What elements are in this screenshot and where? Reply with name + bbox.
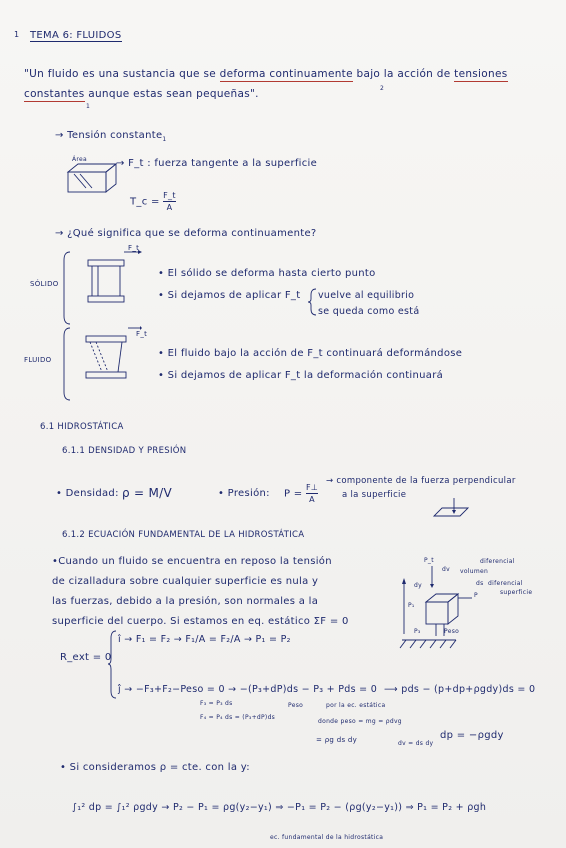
paragraph-line-4: superficie del cuerpo. Si estamos en eq. estático ΣF = 0 [52,616,349,627]
solid-line-2: • Si dejamos de aplicar F_t [158,290,301,301]
equilibrium-dp: dp = −ρgdy [440,730,504,741]
definition-text: bajo la acción de [352,68,455,80]
tension-formula [130,190,176,213]
paragraph-line-3: las fuerzas, debido a la presión, son normales a la [52,596,319,607]
integral-line: ∫₁² dp = ∫₁² ρgdy → P₂ − P₁ = ρg(y₂−y₁) ⇒ −P₁ = P₂ − (ρg(y₂−y₁)) ⇒ P₁ = P₂ + ρgh [72,802,487,813]
solid-label: SÓLIDO [30,280,59,288]
question-heading: → ¿Qué significa que se deforma continuamente? [55,228,317,239]
fluid-drawing [62,326,142,406]
diagram-pt: P_t [424,557,434,564]
density-label: • Densidad: [56,488,119,499]
density-formula: ρ = M/V [122,486,173,500]
definition-line-1 [24,68,508,80]
solid-brace-a: vuelve al equilibrio [318,290,415,301]
equilibrium-brace [108,630,118,700]
pressure-surface-drawing [432,496,472,522]
fluid-force: F_t [136,330,148,338]
final-note: ec. fundamental de la hidrostática [270,834,384,841]
diagram-dv: dv [442,566,450,573]
definition-text: aunque estas sean pequeñas". [84,88,259,100]
fluid-label: FLUIDO [24,356,52,364]
definition-highlight: constantes [24,88,85,100]
rho-constant-line: • Si consideramos ρ = cte. con la y: [60,762,250,773]
fluid-line-2: • Si dejamos de aplicar F_t la deformación continuará [158,370,444,381]
definition-highlight: deforma continuamente [219,68,353,80]
diagram-ds-label: ds [476,580,484,587]
tension-mark: 1 [162,136,167,143]
formula-numerator: F_t [163,191,176,200]
diagram-p-label: P [474,592,478,599]
equilibrium-sub-2: F₄ = P₄ ds = (P₃+dP)ds [200,714,276,721]
solid-brace [308,288,318,316]
page-number: 1 [14,30,20,39]
paragraph-line-1: •Cuando un fluido se encuentra en reposo la tensión [52,556,332,567]
area-label: Área [72,156,88,163]
solid-drawing [62,250,142,330]
footnote-mark: 1 [86,103,91,110]
tension-heading [55,130,167,143]
equilibrium-j: ĵ → −F₃+F₂−Peso = 0 → −(P₃+dP)ds − P₃ + Pds = 0 [118,684,378,695]
formula-lhs: T_c = [130,196,160,208]
pressure-note-1: → componente de la fuerza perpendicular [326,476,516,486]
pressure-note-2: a la superficie [342,490,407,500]
pressure-numerator: F⊥ [305,483,319,492]
equilibrium-note-2: donde peso = mg = ρdvg [318,718,402,725]
solid-line-1: • El sólido se deforma hasta cierto punto [158,268,376,279]
equilibrium-dv: dv = ds dy [398,740,434,747]
equilibrium-note-1: por la ec. estática [326,702,386,709]
diagram-diff-label: diferencial [480,558,515,565]
equilibrium-lhs: R_ext = 0 [60,652,112,663]
diagram-dy: dy [414,582,422,589]
diagram-sup-label: superficie [500,589,533,596]
page-title: TEMA 6: FLUIDOS [30,30,122,41]
definition-line-2 [24,88,259,100]
diagram-diff-sup: diferencial [488,580,523,587]
pressure-label: • Presión: [218,488,270,499]
section-6-1: 6.1 HIDROSTÁTICA [40,422,124,432]
definition-highlight: tensiones [454,68,508,80]
definition-text: "Un fluido es una sustancia que se [24,68,220,80]
pressure-denominator: A [309,495,315,504]
equilibrium-sub-1: F₃ = P₃ ds [200,700,233,707]
section-6-1-1: 6.1.1 DENSIDAD Y PRESIÓN [62,446,187,456]
tension-heading-text: → Tensión constante [55,130,163,141]
diagram-p1: P₁ [408,602,415,609]
equilibrium-result: ⟶ pds − (p+dp+ρgdy)ds = 0 [384,684,536,695]
equilibrium-i: î → F₁ = F₂ → F₁/A = F₂/A → P₁ = P₂ [118,634,291,645]
diagram-peso: Peso [444,628,460,635]
tangent-force-text: → F_t : fuerza tangente a la superficie [116,158,318,169]
formula-denominator: A [166,203,173,212]
paragraph-line-2: de cizalladura sobre cualquier superficie es nula y [52,576,319,587]
diagram-vol-label: volumen [460,568,489,575]
fluid-line-1: • El fluido bajo la acción de F_t continuará deformándose [158,348,463,359]
footnote-mark: 2 [380,85,385,92]
diagram-p3: P₃ [414,628,421,635]
section-6-1-2: 6.1.2 ECUACIÓN FUNDAMENTAL DE LA HIDROSTÁTICA [62,530,305,540]
pressure-formula [284,482,318,505]
equilibrium-peso: Peso [288,702,304,709]
solid-brace-b: se queda como está [318,306,420,317]
pressure-lhs: P = [284,488,303,500]
solid-force: F_t [128,244,140,252]
equilibrium-note-3: = ρg ds dy [316,736,358,744]
